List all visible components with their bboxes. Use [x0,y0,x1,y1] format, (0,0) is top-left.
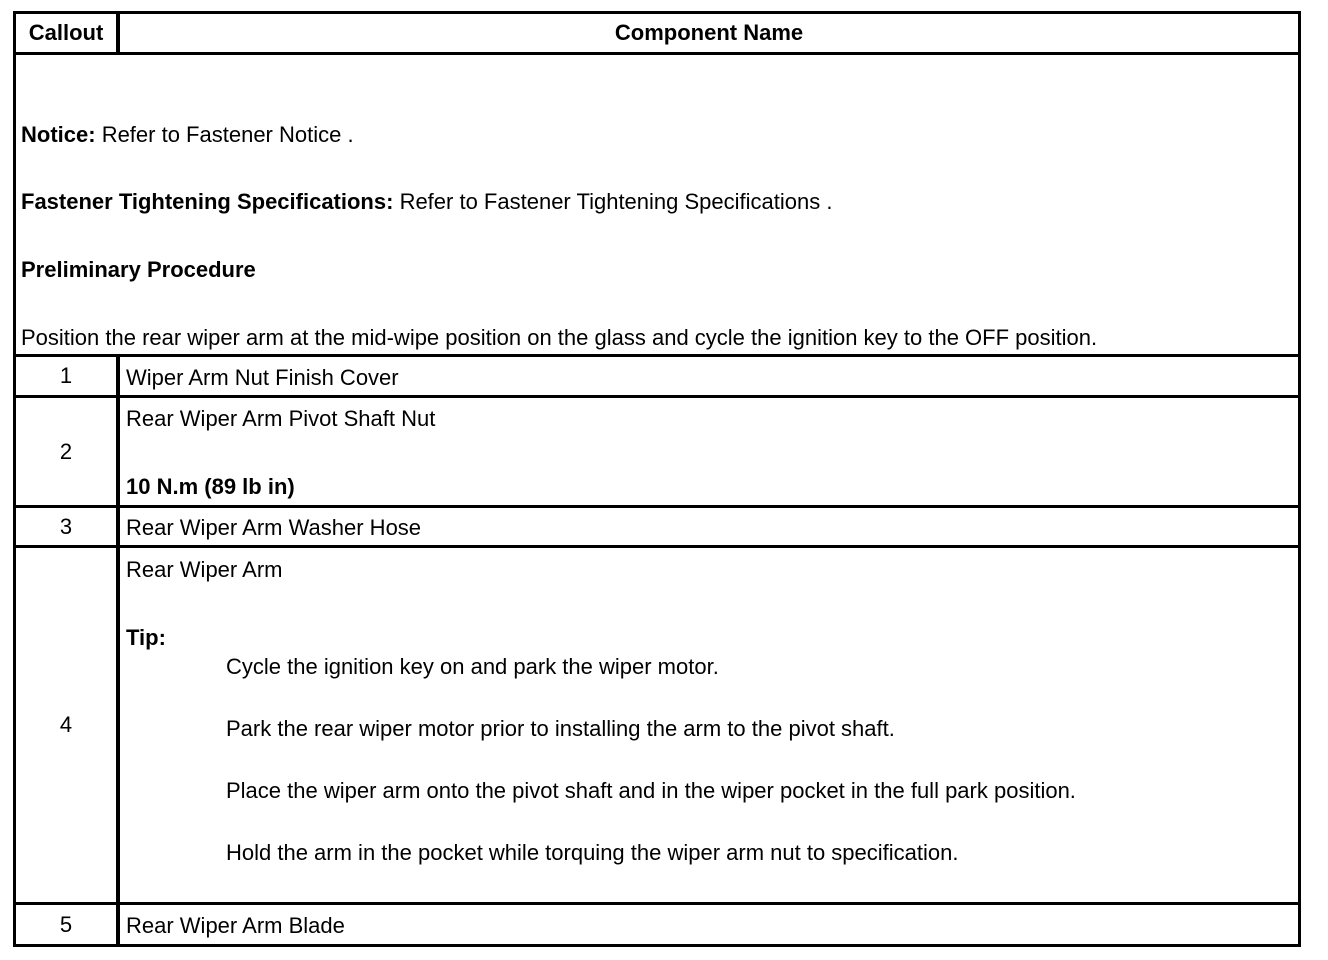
callout-number: 5 [16,905,120,944]
callout-column-header: Callout [16,14,120,52]
table-header-row [13,11,1301,55]
tip-item: Place the wiper arm onto the pivot shaft and in the wiper pocket in the full park position. [226,778,1076,803]
callout-number: 4 [16,548,120,902]
callout-number: 2 [16,398,120,505]
tip-item: Hold the arm in the pocket while torquing the wiper arm nut to specification. [226,840,959,865]
preliminary-procedure-heading: Preliminary Procedure [21,257,256,282]
table-row [13,505,1301,548]
component-name-cell [120,508,1298,545]
component-name: Wiper Arm Nut Finish Cover [126,365,399,390]
tip-item: Park the rear wiper motor prior to installing the arm to the pivot shaft. [226,716,895,741]
tip-label: Tip: [126,625,166,650]
notice-label: Notice: [21,122,96,147]
callout-number: 1 [16,357,120,395]
table-row [13,395,1301,508]
torque-spec: 10 N.m (89 lb in) [126,474,295,499]
table-row [13,902,1301,947]
component-name: Rear Wiper Arm Pivot Shaft Nut [126,406,436,431]
component-name-column-header: Component Name [614,20,804,45]
component-table [13,11,1301,949]
notice-text: Refer to Fastener Notice . [101,122,354,147]
table-row [13,545,1301,905]
fastener-spec-text: Refer to Fastener Tightening Specifications . [399,189,833,214]
tip-item: Cycle the ignition key on and park the wiper motor. [226,654,719,679]
component-name: Rear Wiper Arm [126,557,283,582]
callout-number: 3 [16,508,120,545]
fastener-spec-line [21,189,832,215]
table-row [13,354,1301,398]
component-name: Rear Wiper Arm Blade [126,913,345,938]
procedure-notes [13,52,1301,357]
fastener-spec-label: Fastener Tightening Specifications: [21,189,394,214]
component-name: Rear Wiper Arm Washer Hose [126,515,422,540]
component-name-cell [120,357,1298,395]
component-name-cell [120,905,1298,944]
notice-line [21,122,354,148]
component-name-cell [120,548,1298,902]
preliminary-procedure-text: Position the rear wiper arm at the mid-wipe position on the glass and cycle the ignition key to the OFF position. [21,325,1098,350]
component-name-cell [120,398,1298,505]
